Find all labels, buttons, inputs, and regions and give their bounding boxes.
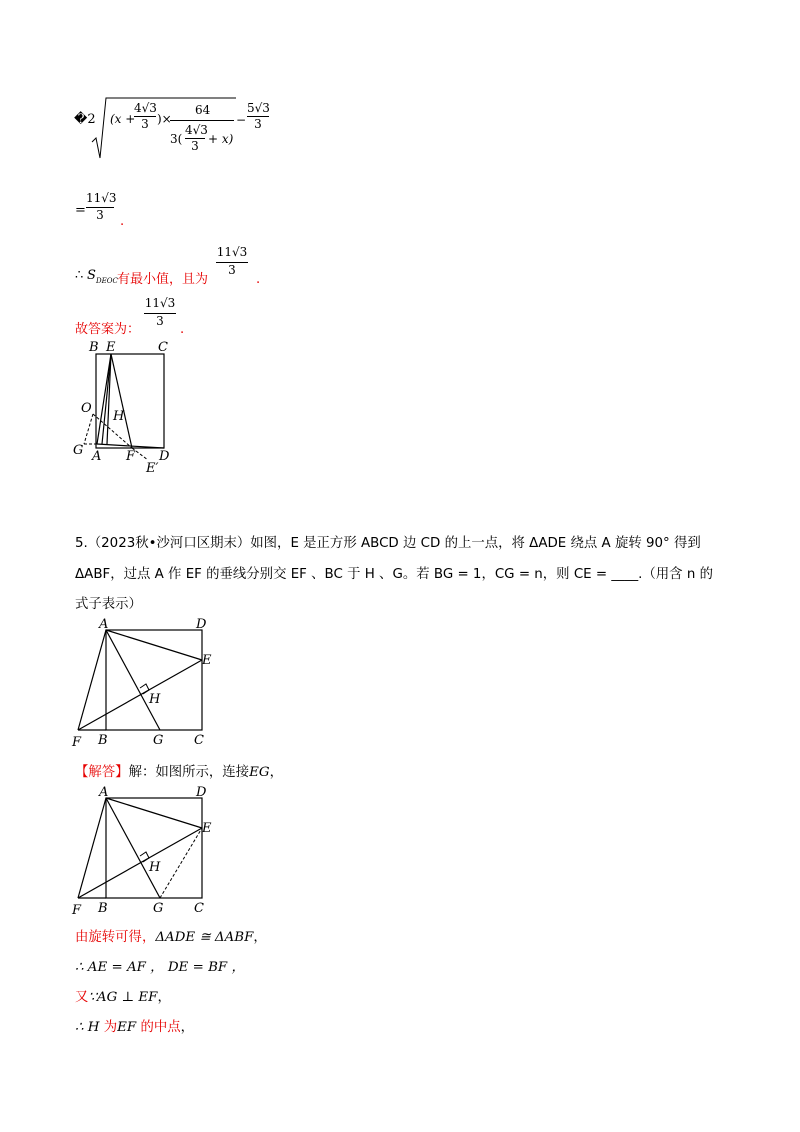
label-G: G (153, 901, 164, 916)
big-den-post: + x) (208, 132, 234, 146)
big-numerator: 64 (195, 103, 211, 117)
step-3 (75, 988, 171, 1008)
fraction-denominator: 3 (141, 117, 149, 131)
big-fraction-bar (170, 120, 234, 121)
step-4-red-1: 为 (103, 1020, 118, 1035)
problem-5-line-1: 5.（2023秋•沙河口区期末）如图，E 是正方形 ABCD 边 CD 的上一点，将 ΔADE 绕点 A 旋转 90° 得到 (75, 536, 701, 551)
big-den-pre: 3( (170, 132, 183, 146)
label-O: O (81, 401, 92, 416)
fraction-numerator: 11√3 (86, 191, 117, 205)
fraction-denominator: 3 (96, 208, 104, 222)
x-plus-text: (x + (110, 112, 136, 126)
fraction-denominator: 3 (156, 314, 164, 328)
inner-numerator: 4√3 (185, 123, 208, 137)
label-D: D (196, 618, 207, 632)
fraction-numerator: 11√3 (144, 296, 176, 310)
inner-denominator: 3 (191, 139, 199, 153)
minus-sign: − (236, 113, 247, 127)
step-4-pre: ∴ H (75, 1020, 100, 1035)
result-period: . (120, 214, 125, 229)
radical-sign (90, 94, 240, 164)
label-C: C (194, 733, 204, 748)
figure-2-square-diagram (68, 618, 228, 752)
answer-fraction (144, 296, 176, 328)
area-subscript: DEOC (96, 277, 118, 285)
step-3-math: ∵AG ⊥ EF (88, 990, 158, 1005)
label-A: A (99, 618, 109, 632)
area-symbol: S (87, 268, 96, 283)
min-value-text: 有最小值，且为 (117, 272, 209, 287)
min-period: . (256, 272, 261, 287)
label-B: B (98, 733, 108, 748)
figure-1-rectangle-diagram (70, 336, 180, 476)
label-C: C (158, 340, 168, 355)
fraction-numerator: 4√3 (134, 101, 157, 115)
fraction-5root3-over-3 (247, 101, 269, 131)
label-B: B (98, 901, 108, 916)
label-D: D (159, 449, 170, 464)
dashed-eg (160, 828, 202, 898)
solution-tag: 【解答】 (75, 765, 129, 780)
fraction-denominator: 3 (254, 117, 262, 131)
step-4-red-2: 的中点 (140, 1020, 181, 1035)
label-F: F (72, 735, 82, 750)
answer-label: 故答案为： (75, 322, 141, 337)
min-fraction (216, 245, 248, 277)
label-E-prime: E′ (146, 461, 159, 476)
solution-header (75, 763, 283, 783)
label-C: C (194, 901, 204, 916)
label-G: G (73, 443, 84, 458)
therefore-symbol: ∴ (75, 268, 84, 283)
formula-lead: �2 (74, 112, 96, 127)
label-E: E (106, 340, 116, 355)
label-G: G (153, 733, 164, 748)
fraction-denominator: 3 (228, 263, 236, 277)
problem-5-line-3: 式子表示） (75, 597, 142, 612)
fraction-numerator: 5√3 (247, 101, 270, 115)
label-H: H (149, 692, 161, 707)
step-4-end: ， (180, 1020, 195, 1035)
step-3-end: ， (157, 990, 171, 1005)
label-B: B (89, 340, 99, 355)
label-A: A (92, 449, 102, 464)
solution-comma: ， (269, 765, 283, 780)
label-F: F (72, 903, 82, 918)
step-1 (75, 928, 267, 948)
solution-eg: EG (249, 765, 270, 780)
step-4 (75, 1018, 194, 1038)
result-fraction (86, 191, 117, 222)
label-E: E (202, 821, 212, 836)
inner-fraction (185, 123, 208, 153)
answer-period: . (180, 322, 185, 337)
label-A: A (99, 786, 109, 800)
step-4-math: EF (117, 1020, 137, 1035)
step-1-label: 由旋转可得， (75, 930, 156, 945)
times-text: )× (157, 112, 172, 126)
label-D: D (196, 786, 207, 800)
equals-sign: = (75, 203, 86, 218)
label-H: H (113, 409, 125, 424)
fraction-numerator: 11√3 (216, 245, 248, 259)
label-H: H (149, 860, 161, 875)
solution-intro: 解：如图所示，连接 (128, 765, 250, 780)
label-F: F (126, 449, 136, 464)
problem-5-line-2: ΔABF，过点 A 作 EF 的垂线分别交 EF 、BC 于 H 、G。若 BG = 1，CG = n，则 CE = ____.（用含 n 的 (75, 567, 713, 582)
figure-3-square-diagram-with-eg (68, 786, 228, 920)
fraction-4root3-over-3 (134, 101, 156, 131)
step-1-end: ， (253, 930, 267, 945)
step-3-label: 又 (75, 990, 89, 1005)
step-2: ∴ AE = AF ， DE = BF ， (75, 960, 245, 975)
step-1-math: ΔADE ≅ ΔABF (155, 930, 254, 945)
label-E: E (202, 653, 212, 668)
